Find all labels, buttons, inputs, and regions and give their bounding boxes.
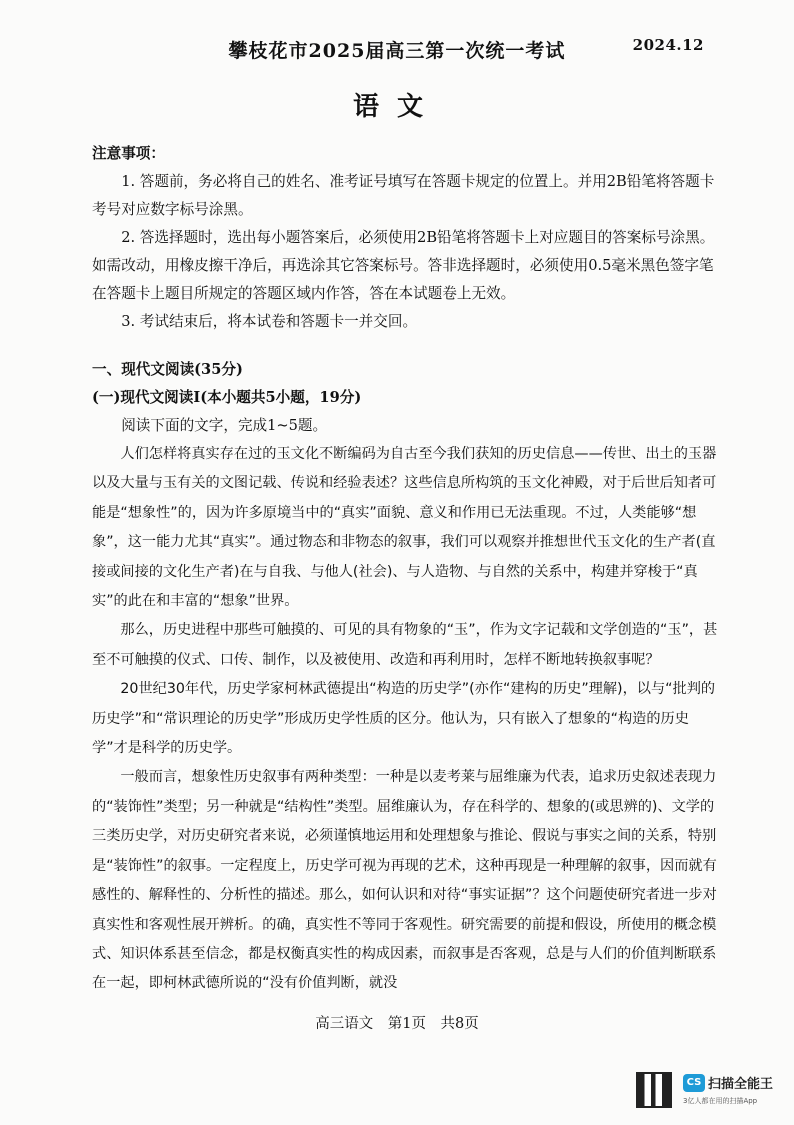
qr-code-icon xyxy=(636,1072,672,1108)
subsection-heading: (一)现代文阅读Ⅰ(本小题共5小题，19分) xyxy=(92,389,362,406)
scanner-tagline: 3亿人都在用的扫描App xyxy=(683,1097,758,1105)
notice-item: 2. 答选择题时，选出每小题答案后，必须使用2B铅笔将答题卡上对应题目的答案标号涂黑。如需改动，用橡皮擦干净后，再选涂其它答案标号。答非选择题时，必须使用0.5毫米黑色签字笔在答题卡上题目所规定的答题区域内作答，答在本试题卷上无效。 xyxy=(92,229,715,302)
reading-instruction: 阅读下面的文字，完成1~5题。 xyxy=(121,417,328,434)
notice-heading: 注意事项： xyxy=(92,145,165,162)
reading-passage xyxy=(92,440,722,999)
passage-paragraph: 人们怎样将真实存在过的玉文化不断编码为自古至今我们获知的历史信息——传世、出土的玉器以及大量与玉有关的文图记载、传说和经验表述？这些信息所构筑的玉文化神殿，对于后世后知者可能是“想象性”的，因为许多原境当中的“真实”面貌、意义和作用已无法重现。不过，人类能够“想象”，这一能力尤其“真实”。通过物态和非物态的叙事，我们可以观察并推想世代玉文化的生产者(直接或间接的文化生产者)在与自我、与他人(社会)、与人造物、与自然的关系中，构建并穿梭于“真实”的此在和丰富的“想象”世界。 xyxy=(92,446,717,610)
notice-item: 3. 考试结束后，将本试卷和答题卡一并交回。 xyxy=(121,313,418,330)
page-footer: 高三语文 第1页 共8页 xyxy=(315,1016,479,1032)
section-heading: 一、现代文阅读(35分) xyxy=(92,361,243,378)
subject-title: 语文 xyxy=(352,92,441,122)
notice-item: 1. 答题前，务必将自己的姓名、准考证号填写在答题卡规定的位置上。并用2B铅笔将答题卡考号对应数字标号涂黑。 xyxy=(92,173,715,218)
main-content xyxy=(92,140,722,999)
passage-paragraph: 一般而言，想象性历史叙事有两种类型：一种是以麦考莱与屈维廉为代表，追求历史叙述表现力的“装饰性”类型；另一种就是“结构性”类型。屈维廉认为，存在科学的、想象的(或思辨的)、文学的三类历史学，对历史研究者来说，必须谨慎地运用和处理想象与推论、假说与事实之间的关系，特别是“装饰性”的叙事。一定程度上，历史学可视为再现的艺术，这种再现是一种理解的叙事，因而就有感性的、解释性的、分析性的描述。那么，如何认识和对待“事实证据”？这个问题使研究者进一步对真实性和客观性展开辨析。的确，真实性不等同于客观性。研究需要的前提和假设，所使用的概念模式、知识体系甚至信念，都是权衡真实性的构成因素，而叙事是否客观，总是与人们的价值判断联系在一起，即柯林武德所说的“没有价值判断，就没 xyxy=(92,769,717,992)
exam-date: 2024.12 xyxy=(632,36,704,54)
passage-paragraph: 那么，历史进程中那些可触摸的、可见的具有物象的“玉”，作为文字记载和文学创造的“玉”，甚至不可触摸的仪式、口传、制作，以及被使用、改造和再利用时，怎样不断地转换叙事呢？ xyxy=(92,622,718,668)
exam-title: 攀枝花市2025届高三第一次统一考试 xyxy=(228,40,566,62)
scanner-brand: 扫描全能王 xyxy=(708,1077,774,1092)
camscanner-logo-icon: CS xyxy=(683,1074,705,1092)
passage-paragraph: 20世纪30年代，历史学家柯林武德提出“构造的历史学”(亦作“建构的历史”理解)，以与“批判的历史学”和“常识理论的历史学”形成历史学性质的区分。他认为，只有嵌入了想象的“构造的历史学”才是科学的历史学。 xyxy=(92,681,716,757)
